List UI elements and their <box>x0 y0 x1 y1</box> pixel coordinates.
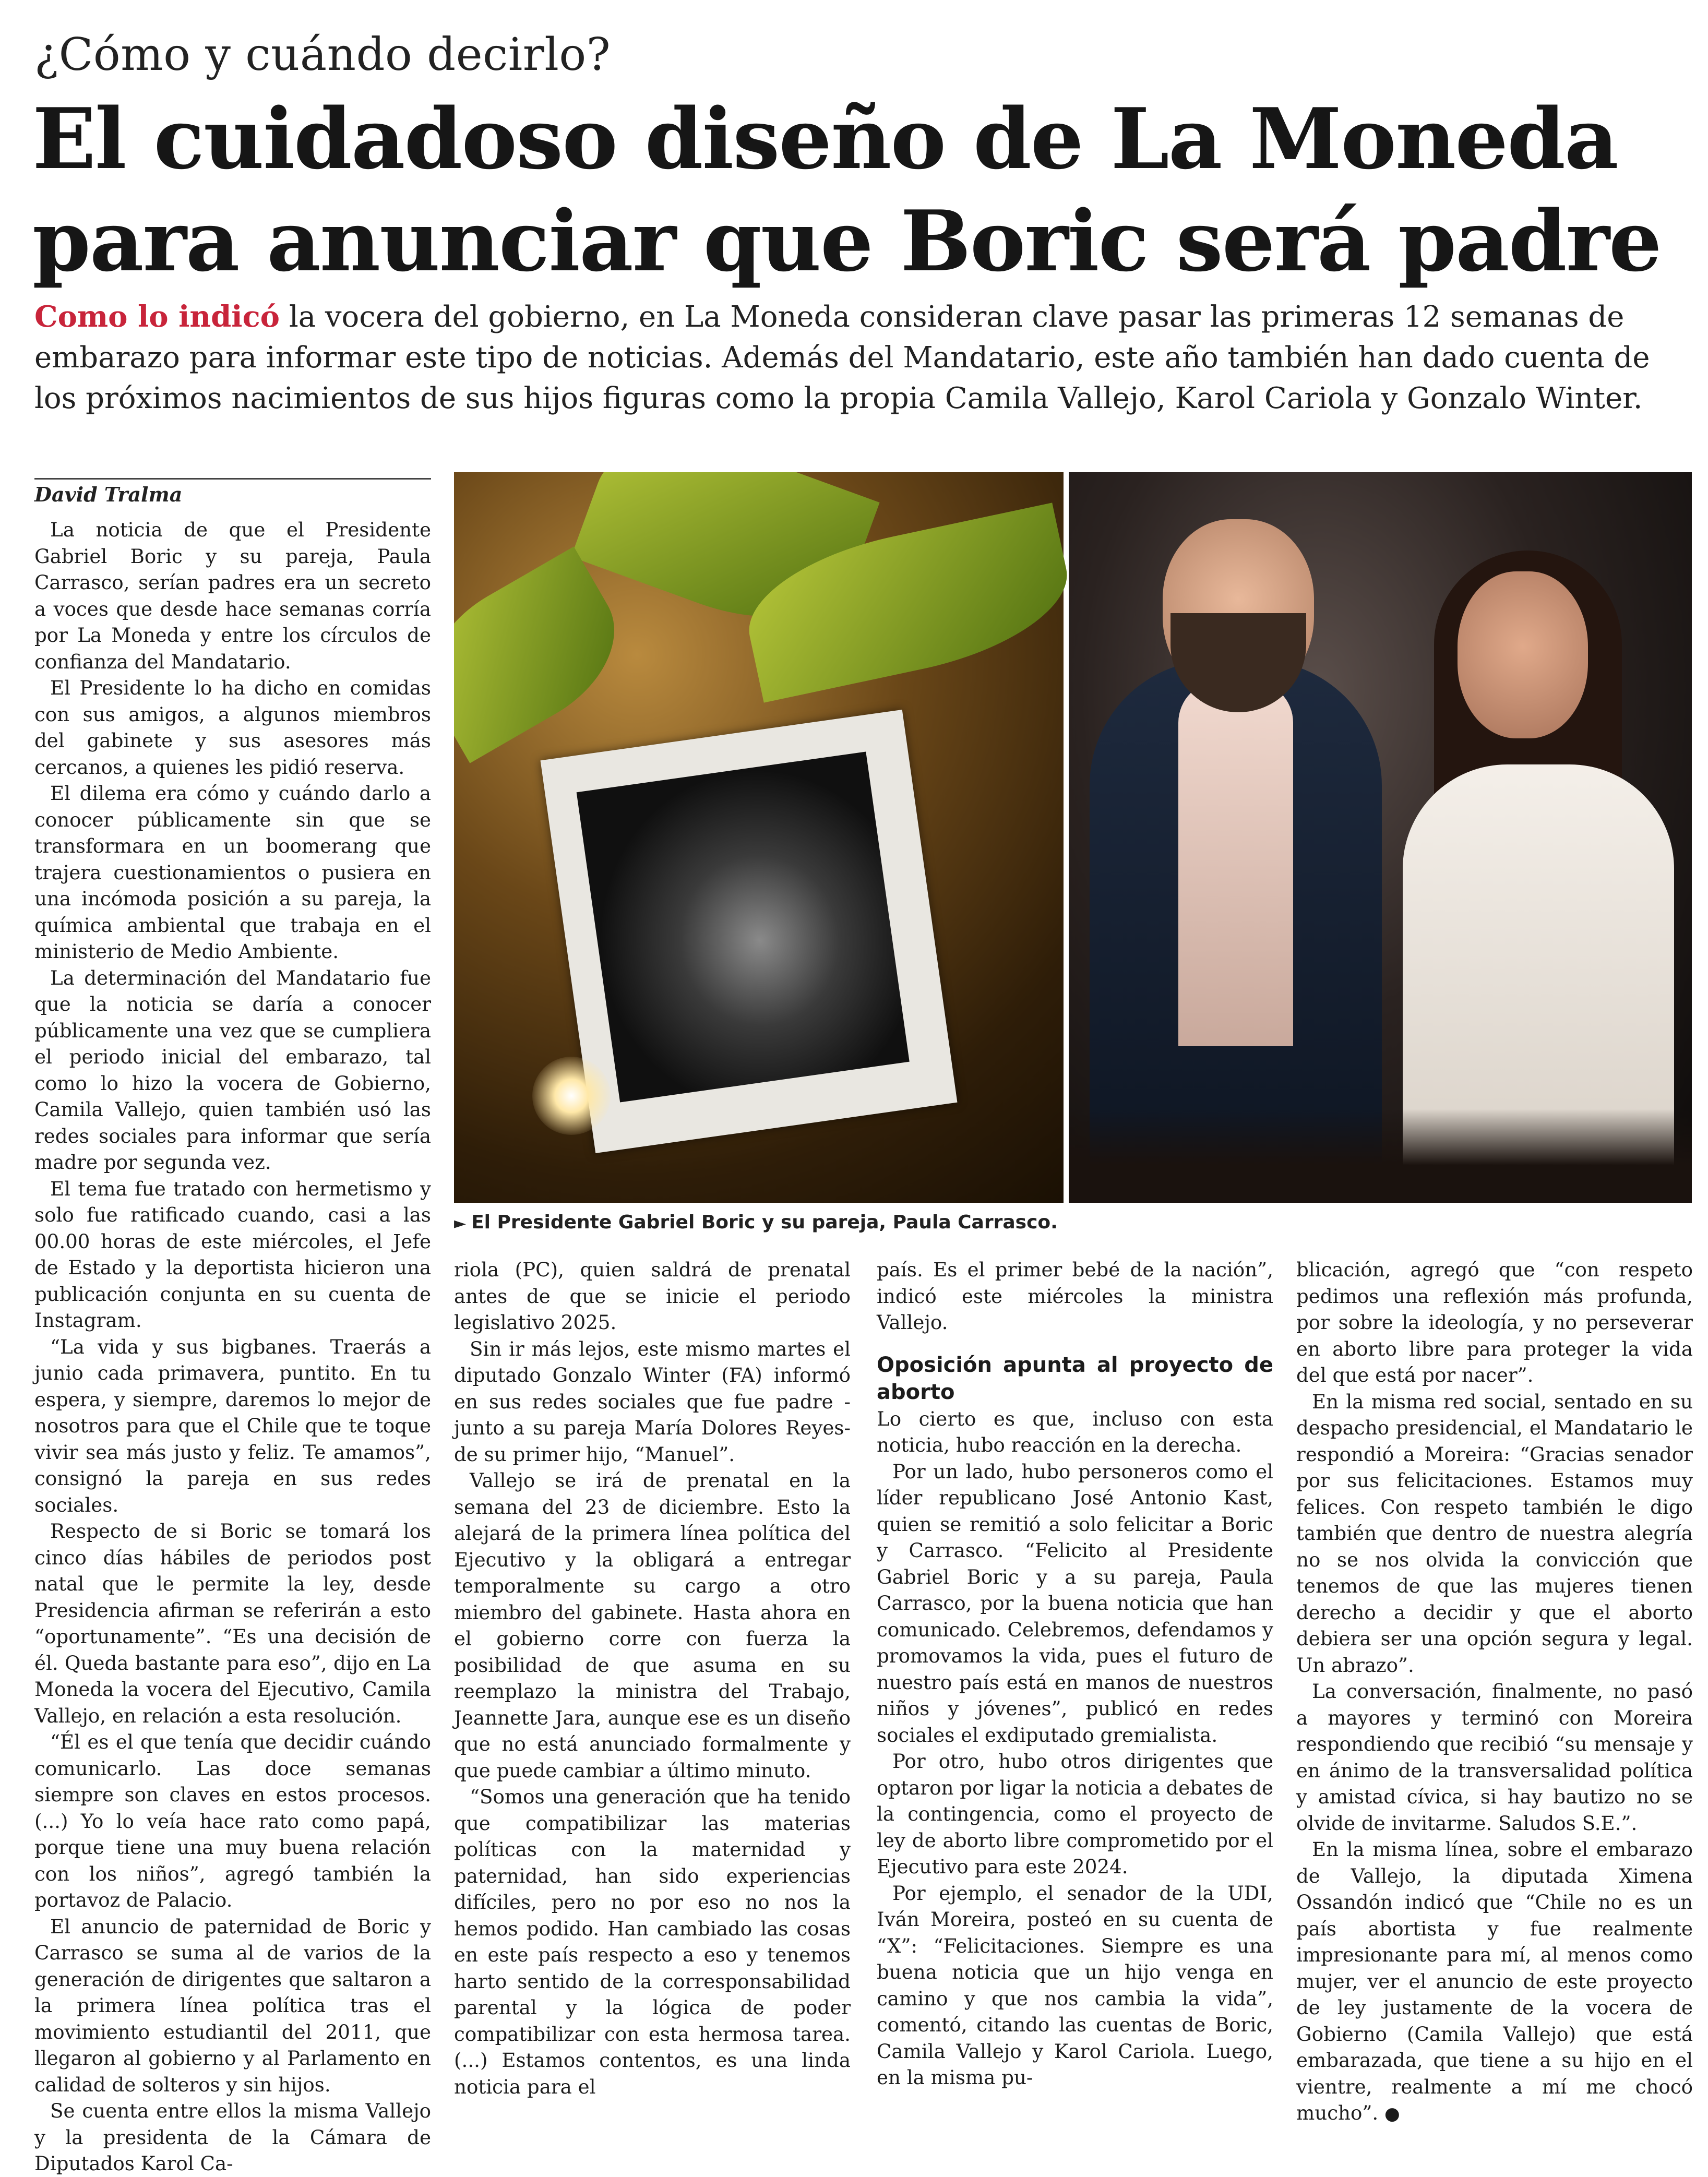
paragraph: En la misma red social, sentado en su despacho presidencial, el Mandatario le respondió a Moreira: “Gracias senador por sus felicitaciones. Estamos muy felices. Con respeto también le digo también que dentro de nuestra alegría no se nos olvida la convicción que tenemos de que las mujeres tienen derecho a decidir y que el aborto debiera ser una opción segura y legal. Un abrazo”. <box>1296 1390 1693 1677</box>
section-subheading: Oposición apunta al proyecto de aborto <box>877 1353 1273 1404</box>
paragraph: La determinación del Mandatario fue que la noticia se daría a conocer públicamente una vez que se cumpliera el periodo inicial del embarazo, tal como lo hizo la vocera de Gobierno, Camila Vallejo, quien también usó las redes sociales para informar que sería madre por segunda vez. <box>34 966 431 1174</box>
paragraph <box>1296 1836 1693 2127</box>
column-3 <box>877 1257 1273 2091</box>
column-2 <box>454 1257 851 2100</box>
headline <box>32 88 1681 292</box>
paragraph: Se cuenta entre ellos la misma Vallejo y la presidenta de la Cámara de Diputados Karol Ca- <box>34 2099 431 2175</box>
fairy-light-glow <box>532 1057 611 1135</box>
column-4 <box>1296 1257 1693 2127</box>
photo-spread <box>454 472 1692 1203</box>
paragraph: Por un lado, hubo personeros como el líder republicano José Antonio Kast, quien se remitió a solo felicitar a Boric y Carrasco. “Felicito al Presidente Gabriel Boric y a su pareja, Paula Carrasco, por la buena noticia que han comunicado. Celebremos, defendamos y promovamos la vida, pues el futuro de nuestro país está en manos de nuestros niños y jóvenes”, publicó en redes sociales el exdiputado gremialista. <box>877 1460 1273 1747</box>
byline: David Tralma <box>34 478 431 506</box>
paragraph: La conversación, finalmente, no pasó a mayores y terminó con Moreira respondiendo que recibió “su mensaje y en ánimo de la transversalidad política y amistad cívica, si hay bautizo no se olvide de invitarme. Saludos S.E.”. <box>1296 1680 1693 1835</box>
headline-line-1: El cuidadoso diseño de La Moneda <box>32 90 1618 188</box>
woman-head <box>1458 571 1588 738</box>
paragraph: Vallejo se irá de prenatal en la semana del 23 de diciembre. Esto la alejará de la primera línea política del Ejecutivo y la obligará a entregar temporalmente su cargo a otro miembro del gabinete. Hasta ahora en el gobierno corre con fuerza la posibilidad de que asuma en su reemplazo la ministra del Trabajo, Jeannette Jara, aunque ese es un diseño que no está anunciado formalmente y que puede cambiar a último minuto. <box>454 1469 851 1782</box>
paragraph: “Somos una generación que ha tenido que compatibilizar las materias políticas con la maternidad y paternidad, han sido experiencias difíciles, pero no por eso no nos la hemos podido. Han cambiado las cosas en este país respecto a eso y tenemos harto sentido de la corresponsabilidad parental y la lógica de poder compatibilizar con esta hermosa tarea. (...) Estamos contentos, es una linda noticia para el <box>454 1785 851 2098</box>
paragraph: blicación, agregó que “con respeto pedimos una reflexión más profunda, por sobre la ideología, y no perseverar en aborto libre para proteger la vida del que está por nacer”. <box>1296 1258 1693 1386</box>
end-mark-icon: ● <box>1384 2103 1400 2124</box>
kicker: ¿Cómo y cuándo decirlo? <box>34 29 611 81</box>
paragraph: El Presidente lo ha dicho en comidas con sus amigos, a algunos miembros del gabinete y sus asesores más cercanos, a quienes les pidió reserva. <box>34 676 431 779</box>
man-shirt <box>1178 681 1293 1046</box>
paragraph: Respecto de si Boric se tomará los cinco días hábiles de periodos post natal que le permite la ley, desde Presidencia afirman se referirán a esto “oportunamente”. “Es una decisión de él. Queda bastante para eso”, dijo en La Moneda la vocera del Ejecutivo, Camila Vallejo, en relación a esta resolución. <box>34 1520 431 1727</box>
paragraph: El dilema era cómo y cuándo darlo a conocer públicamente sin que se transformara en un boomerang que trajera cuestionamientos o pusiera en una incómoda posición a su pareja, la química ambiental que trabaja en el ministerio de Medio Ambiente. <box>34 782 431 963</box>
audience-silhouettes <box>1069 1109 1692 1203</box>
ultrasound-scan <box>577 751 910 1102</box>
paragraph: país. Es el primer bebé de la nación”, indicó este miércoles la ministra Vallejo. <box>877 1258 1273 1334</box>
paragraph: Lo cierto es que, incluso con esta noticia, hubo reacción en la derecha. <box>877 1407 1273 1456</box>
caption-arrow-icon: ► <box>454 1214 467 1233</box>
photo-caption <box>454 1210 1654 1237</box>
column-1 <box>34 517 431 2177</box>
caption-text: El Presidente Gabriel Boric y su pareja, Paula Carrasco. <box>471 1212 1058 1233</box>
ultrasound-photo <box>454 472 1064 1203</box>
deck-summary <box>34 296 1678 419</box>
paragraph: Sin ir más lejos, este mismo martes el diputado Gonzalo Winter (FA) informó en sus redes sociales que fue padre -junto a su pareja María Dolores Reyes- de su primer hijo, “Manuel”. <box>454 1337 851 1466</box>
leaf-shape <box>454 546 642 763</box>
headline-line-2: para anunciar que Boric será padre <box>32 192 1661 290</box>
paragraph: El anuncio de paternidad de Boric y Carrasco se suma al de varios de la generación de dirigentes que saltaron a la primera línea política tras el movimiento estudiantil del 2011, que llegaron al gobierno y al Parlamento en calidad de solteros y sin hijos. <box>34 1915 431 2096</box>
couple-photo <box>1069 472 1692 1203</box>
deck-lead: Como lo indicó <box>34 300 280 334</box>
paragraph: Por otro, hubo otros dirigentes que optaron por ligar la noticia a debates de la contingencia, como el proyecto de ley de aborto libre comprometido por el Ejecutivo para este 2024. <box>877 1750 1273 1878</box>
paragraph: “La vida y sus bigbanes. Traerás a junio cada primavera, puntito. En tu espera, y siempre, daremos lo mejor de nosotros para que el Chile que te toque vivir sea más justo y feliz. Te amamos”, consignó la pareja en sus redes sociales. <box>34 1335 431 1516</box>
paragraph: “Él es el que tenía que decidir cuándo comunicarlo. Las doce semanas siempre son claves en estos procesos. (...) Yo lo veía hace rato como papá, porque tiene una muy buena relación con los niños”, agregó también la portavoz de Palacio. <box>34 1730 431 1911</box>
deck-text: la vocera del gobierno, en La Moneda consideran clave pasar las primeras 12 semanas de embarazo para informar este tipo de noticias. Además del Mandatario, este año también han dado cuenta de los próximos nacimientos de sus hijos figuras como la propia Camila Vallejo, Karol Cariola y Gonzalo Winter. <box>34 300 1650 415</box>
paragraph: riola (PC), quien saldrá de prenatal antes de que se inicie el periodo legislativo 2025. <box>454 1258 851 1334</box>
paragraph: El tema fue tratado con hermetismo y solo fue ratificado cuando, casi a las 00.00 horas de este miércoles, el Jefe de Estado y la deportista hicieron una publicación conjunta en su cuenta de Instagram. <box>34 1177 431 1332</box>
final-paragraph-text: En la misma línea, sobre el embarazo de Vallejo, la diputada Ximena Ossandón indicó que “Chile no es un país abortista y fue realmente impresionante para mí, al menos como mujer, ver el anuncio de este proyecto de ley justamente de la vocera de Gobierno (Camila Vallejo) que está embarazada, que tiene a su hijo en el vientre, realmente a mí me chocó mucho”. <box>1296 1838 1693 2124</box>
paragraph: Por ejemplo, el senador de la UDI, Iván Moreira, posteó en su cuenta de “X”: “Felicitaciones. Siempre es una buena noticia que un hijo venga en camino y que nos cambia la vida”, comentó, citando las cuentas de Boric, Camila Vallejo y Karol Cariola. Luego, en la misma pu- <box>877 1881 1273 2089</box>
paragraph: La noticia de que el Presidente Gabriel Boric y su pareja, Paula Carrasco, serían padres era un secreto a voces que desde hace semanas corría por La Moneda y entre los círculos de confianza del Mandatario. <box>34 518 431 673</box>
